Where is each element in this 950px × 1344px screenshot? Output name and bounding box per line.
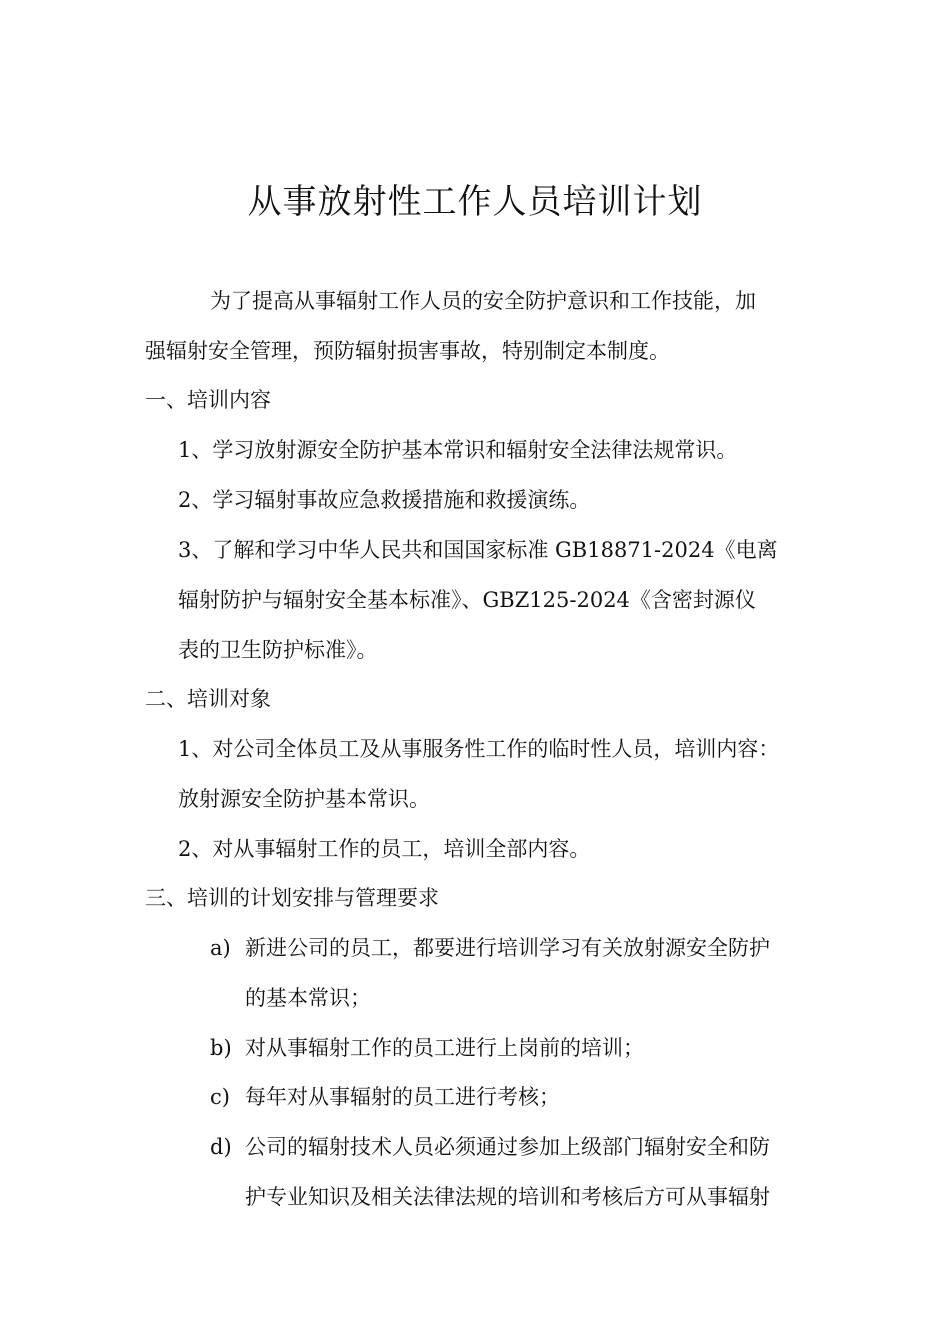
section-2-item-1-line-1: 1、对公司全体员工及从事服务性工作的临时性人员，培训内容：	[178, 737, 780, 761]
section-1-item-2: 2、学习辐射事故应急救援措施和救援演练。	[178, 488, 591, 512]
section-2-item-2: 2、对从事辐射工作的员工，培训全部内容。	[178, 837, 591, 861]
section-3-heading: 三、培训的计划安排与管理要求	[145, 886, 439, 910]
section-1-heading: 一、培训内容	[145, 388, 271, 412]
list-item-a-line-2: 的基本常识；	[245, 986, 371, 1010]
document-title: 从事放射性工作人员培训计划	[247, 182, 703, 222]
list-item-c-label: c)	[210, 1085, 230, 1109]
section-1-item-1: 1、学习放射源安全防护基本常识和辐射安全法律法规常识。	[178, 438, 738, 462]
intro-line-2: 强辐射安全管理，预防辐射损害事故，特别制定本制度。	[145, 339, 670, 363]
section-1-item-3-line-3: 表的卫生防护标准》。	[178, 638, 378, 662]
list-item-a-line-1: 新进公司的员工，都要进行培训学习有关放射源安全防护	[245, 936, 770, 960]
section-2-item-1-line-2: 放射源安全防护基本常识。	[178, 787, 430, 811]
list-item-d-label: d)	[210, 1135, 232, 1159]
list-item-b-label: b)	[210, 1036, 232, 1060]
section-1-item-3-line-2: 辐射防护与辐射安全基本标准》、GBZ125-2024《含密封源仪	[178, 588, 756, 612]
section-1-item-3-line-1: 3、了解和学习中华人民共和国国家标准 GB18871-2024《电离	[178, 538, 778, 562]
list-item-c-line-1: 每年对从事辐射的员工进行考核；	[245, 1085, 560, 1109]
list-item-a-label: a)	[210, 936, 231, 960]
list-item-d-line-2: 护专业知识及相关法律法规的培训和考核后方可从事辐射	[245, 1185, 770, 1209]
section-2-heading: 二、培训对象	[145, 687, 271, 711]
intro-line-1: 为了提高从事辐射工作人员的安全防护意识和工作技能，加	[210, 289, 756, 313]
list-item-b-line-1: 对从事辐射工作的员工进行上岗前的培训；	[245, 1036, 644, 1060]
list-item-d-line-1: 公司的辐射技术人员必须通过参加上级部门辐射安全和防	[245, 1135, 770, 1159]
